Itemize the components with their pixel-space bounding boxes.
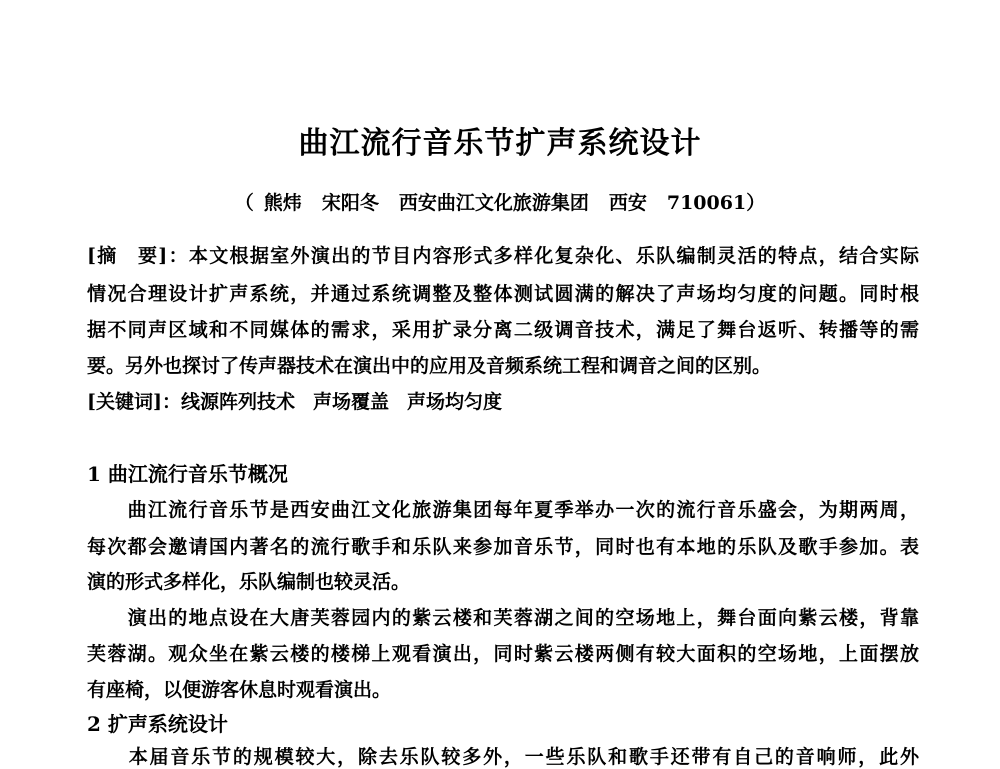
author-affiliation: 西安曲江文化旅游集团	[398, 192, 589, 214]
body-line: 有座椅，以便游客休息时观看演出。	[87, 679, 392, 701]
section-heading: 1 曲江流行音乐节概况	[87, 462, 288, 486]
abstract-line: 情况合理设计扩声系统，并通过系统调整及整体测试圆满的解决了声场均匀度的问题。同时根	[87, 283, 919, 305]
abstract-line: 据不同声区域和不同媒体的需求，采用扩录分离二级调音技术，满足了舞台返听、转播等的需	[87, 319, 919, 341]
author-postcode: 710061	[666, 192, 747, 214]
body-line: 芙蓉湖。观众坐在紫云楼的楼梯上观看演出，同时紫云楼两侧有较大面积的空场地，上面摆放	[87, 643, 919, 665]
abstract-line: 要。另外也探讨了传声器技术在演出中的应用及音频系统工程和调音之间的区别。	[87, 355, 772, 377]
author-paren-open: （	[234, 192, 254, 214]
section-heading: 2 扩声系统设计	[87, 712, 228, 736]
author-city: 西安	[608, 192, 647, 214]
body-line: 演出的地点设在大唐芙蓉园内的紫云楼和芙蓉湖之间的空场地上，舞台面向紫云楼，背靠	[87, 607, 919, 629]
keyword: 线源阵列技术	[180, 391, 295, 413]
body-line: 本届音乐节的规模较大，除去乐队较多外，一些乐队和歌手还带有自己的音响师，此外	[87, 746, 919, 768]
abstract-line: [摘 要]：本文根据室外演出的节目内容形式多样化复杂化、乐队编制灵活的特点，结合实际	[87, 245, 919, 267]
author-paren-close: ）	[746, 192, 766, 214]
keyword: 声场覆盖	[313, 391, 390, 413]
keywords	[87, 390, 919, 414]
body-line: 曲江流行音乐节是西安曲江文化旅游集团每年夏季举办一次的流行音乐盛会，为期两周，	[87, 499, 919, 521]
keyword: 声场均匀度	[407, 391, 503, 413]
author-line	[0, 188, 1000, 215]
keywords-label: [关键词]：	[87, 391, 181, 413]
author-name: 宋阳冬	[321, 192, 379, 214]
author-name: 熊炜	[263, 192, 302, 214]
body-line: 每次都会邀请国内著名的流行歌手和乐队来参加音乐节，同时也有本地的乐队及歌手参加。表	[87, 536, 919, 558]
body-line: 演的形式多样化，乐队编制也较灵活。	[87, 571, 411, 593]
paper-title: 曲江流行音乐节扩声系统设计	[298, 126, 702, 161]
